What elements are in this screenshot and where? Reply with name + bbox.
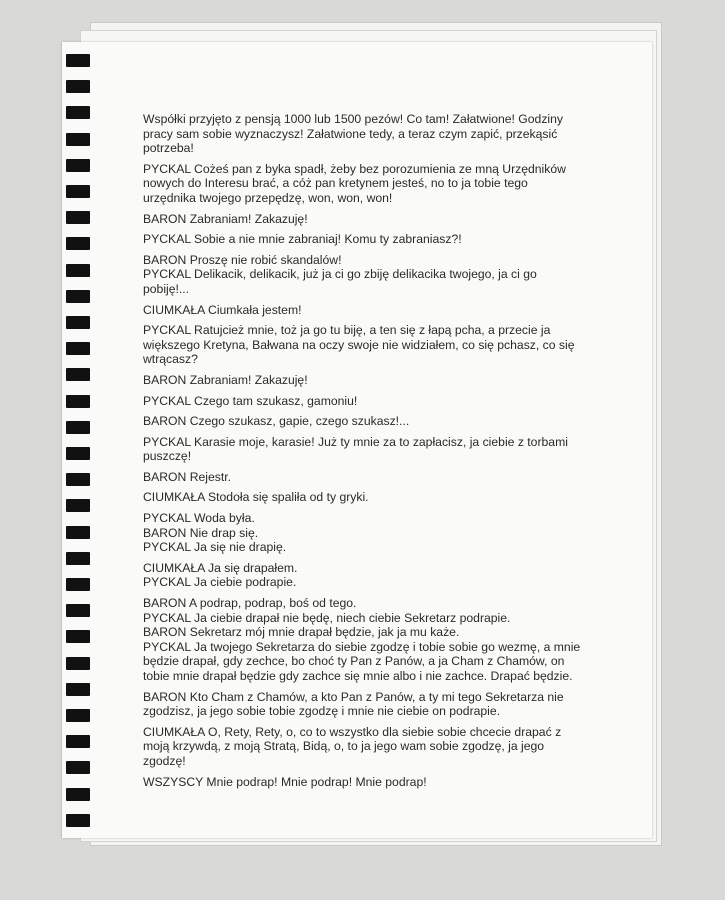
- paragraph: [143, 775, 583, 790]
- binding-hole: [66, 342, 90, 355]
- binding-hole: [66, 133, 90, 146]
- binding-hole: [66, 552, 90, 565]
- text-line: Współki przyjęto z pensją 1000 lub 1500 pezów! Co tam! Załatwione! Godziny pracy sam sobie wyznaczysz! Załatwione tedy, a teraz czym zapić, przekąsić potrzeba!: [143, 112, 564, 156]
- binding-hole: [66, 316, 90, 329]
- binding-hole: [66, 185, 90, 198]
- text-line: PYCKAL Karasie moje, karasie! Już ty mnie za to zapłacisz, ja ciebie z torbami puszczę!: [143, 434, 568, 464]
- text-line: PYCKAL Cożeś pan z byka spadł, żeby bez porozumienia ze mną Urzędników nowych do Interesu brać, a cóż pan kretynem jesteś, no to ja tobie tego urzędnika twojego przepędzę, won, won, won!: [143, 161, 566, 205]
- binding-hole: [66, 709, 90, 722]
- binding-hole: [66, 106, 90, 119]
- binding-hole: [66, 368, 90, 381]
- text-line: PYCKAL Czego tam szukasz, gamoniu!: [143, 393, 358, 408]
- text-line: BARON Sekretarz mój mnie drapał będzie, jak ja mu każe.: [143, 625, 460, 640]
- paragraph: [143, 212, 583, 227]
- paragraph: [143, 596, 583, 684]
- paragraph: [143, 112, 583, 156]
- binding-hole: [66, 761, 90, 774]
- binding-hole: [66, 211, 90, 224]
- paragraph: [143, 470, 583, 485]
- text-line: PYCKAL Ja się nie drapię.: [143, 540, 287, 555]
- text-line: BARON Zabraniam! Zakazuję!: [143, 372, 308, 387]
- paragraph: [143, 373, 583, 388]
- binding-hole: [66, 630, 90, 643]
- binding-hole: [66, 683, 90, 696]
- binding-hole: [66, 814, 90, 827]
- binding-hole: [66, 788, 90, 801]
- binding-hole: [66, 499, 90, 512]
- text-line: PYCKAL Ja ciebie drapał nie będę, niech ciebie Sekretarz podrapie.: [143, 610, 511, 625]
- paragraph: [143, 511, 583, 555]
- binding-hole: [66, 657, 90, 670]
- paragraph: [143, 414, 583, 429]
- text-line: PYCKAL Woda była.: [143, 511, 255, 526]
- binding-hole: [66, 290, 90, 303]
- text-line: BARON Nie drap się.: [143, 525, 259, 540]
- binding-hole: [66, 604, 90, 617]
- text-line: BARON Proszę nie robić skandalów!: [143, 252, 342, 267]
- paragraph: [143, 323, 583, 367]
- paragraph: [143, 490, 583, 505]
- text-line: WSZYSCY Mnie podrap! Mnie podrap! Mnie podrap!: [143, 774, 427, 789]
- paragraph: [143, 232, 583, 247]
- binding-hole: [66, 578, 90, 591]
- paragraph: [143, 435, 583, 464]
- paragraph: [143, 561, 583, 590]
- document-body: [143, 112, 583, 795]
- binding-hole: [66, 395, 90, 408]
- binding-hole: [66, 735, 90, 748]
- text-line: PYCKAL Ja twojego Sekretarza do siebie zgodzę i tobie sobie go wezmę, a mnie będzie drapał, gdy zechce, bo choć ty Pan z Panów, a ja Cham z Chamów, on tobie mnie drapał będzie gdy zachce się mnie albo i nie zachce. Drapać będzie.: [143, 639, 581, 683]
- binding-hole: [66, 526, 90, 539]
- paragraph: [143, 690, 583, 719]
- binding-hole: [66, 237, 90, 250]
- text-line: PYCKAL Sobie a nie mnie zabraniaj! Komu ty zabraniasz?!: [143, 232, 462, 247]
- binding-hole: [66, 421, 90, 434]
- text-line: BARON Zabraniam! Zakazuję!: [143, 211, 308, 226]
- text-line: PYCKAL Delikacik, delikacik, już ja ci go zbiję delikacika twojego, ja ci go pobiję!...: [143, 267, 537, 296]
- paragraph: [143, 253, 583, 297]
- text-line: BARON Czego szukasz, gapie, czego szukasz!...: [143, 414, 410, 429]
- text-line: CIUMKAŁA Stodoła się spaliła od ty gryki.: [143, 490, 369, 505]
- binding-hole: [66, 447, 90, 460]
- paragraph: [143, 162, 583, 206]
- binding-hole: [66, 473, 90, 486]
- text-line: BARON Kto Cham z Chamów, a kto Pan z Panów, a ty mi tego Sekretarza nie zgodzisz, ja jego sobie tobie zgodzę i mnie nie ciebie on podrapie.: [143, 689, 564, 719]
- comb-binding: [66, 48, 92, 838]
- binding-hole: [66, 264, 90, 277]
- text-line: BARON A podrap, podrap, boś od tego.: [143, 596, 357, 611]
- text-line: PYCKAL Ja ciebie podrapie.: [143, 575, 297, 590]
- binding-hole: [66, 54, 90, 67]
- paragraph: [143, 394, 583, 409]
- paragraph: [143, 303, 583, 318]
- binding-hole: [66, 159, 90, 172]
- text-line: CIUMKAŁA Ciumkała jestem!: [143, 302, 302, 317]
- text-line: BARON Rejestr.: [143, 469, 232, 484]
- text-line: PYCKAL Ratujcież mnie, toż ja go tu biję, a ten się z łapą pcha, a przecie ja większego Kretyna, Bałwana na oczy swoje nie widziałem, co się pchasz, co się wtrącasz?: [143, 323, 575, 367]
- paragraph: [143, 725, 583, 769]
- text-line: CIUMKAŁA Ja się drapałem.: [143, 560, 298, 575]
- text-line: CIUMKAŁA O, Rety, Rety, o, co to wszystko dla siebie sobie chcecie drapać z moją krzywdą, z moją Stratą, Bidą, o, to ja jego wam sobie zgodzę, ja jego zgodzę!: [143, 724, 562, 768]
- binding-hole: [66, 80, 90, 93]
